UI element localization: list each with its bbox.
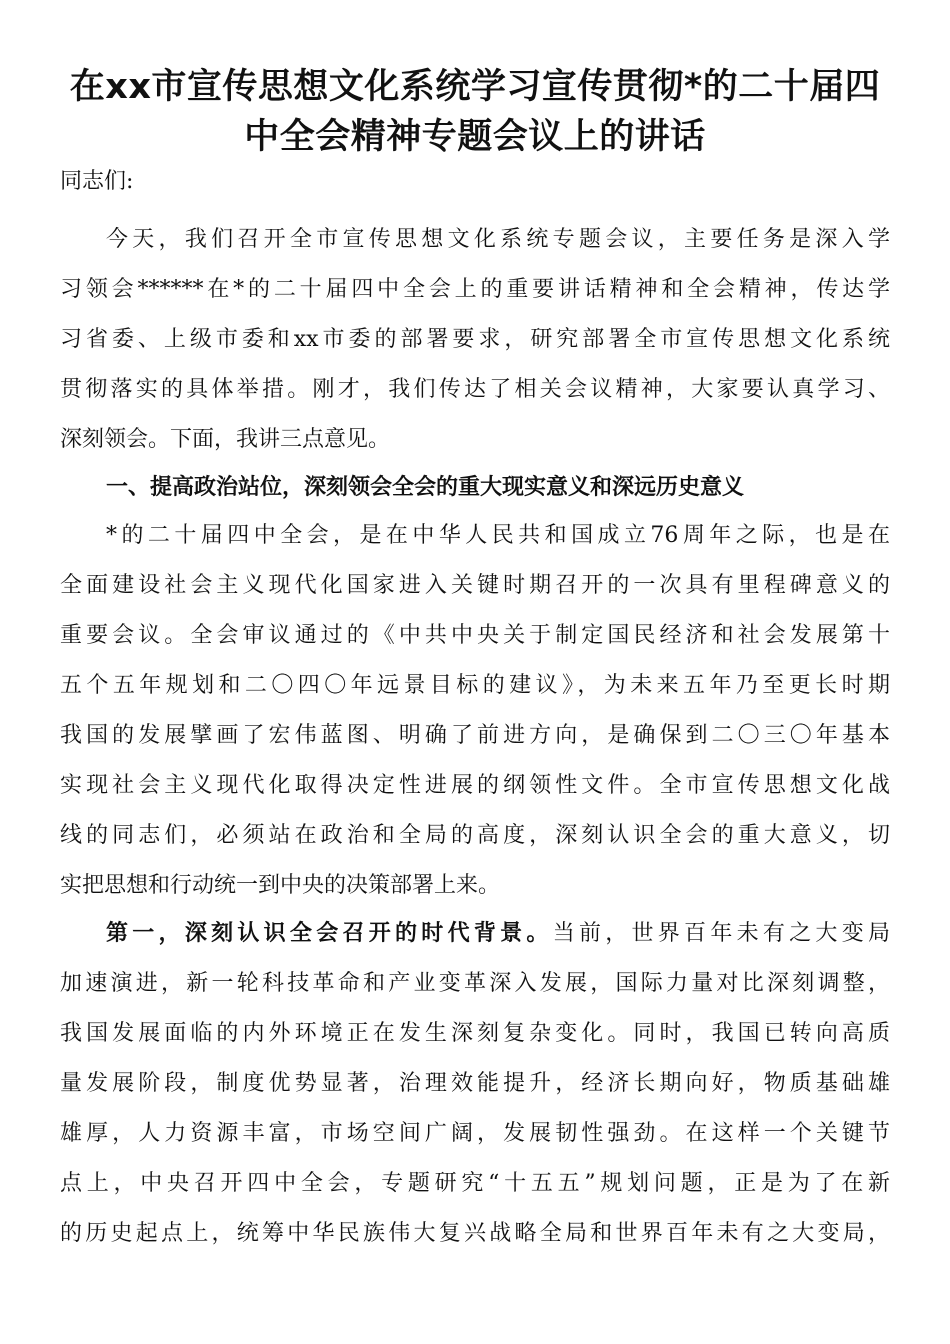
section-line: 五个五年规划和二〇四〇年远景目标的建议》，为未来五年乃至更长时期: [60, 673, 890, 698]
point-line: 我国发展面临的内外环境正在发生深刻复杂变化。同时，我国已转向高质: [60, 1021, 890, 1046]
section-line: 实把思想和行动统一到中央的决策部署上来。: [60, 873, 501, 898]
point-line: 加速演进，新一轮科技革命和产业变革深入发展，国际力量对比深刻调整，: [60, 971, 890, 996]
document-title-line-2: 中全会精神专题会议上的讲话: [244, 117, 706, 157]
section-line: 实现社会主义现代化取得决定性进展的纲领性文件。全市宣传思想文化战: [60, 773, 890, 798]
section-line: 线的同志们，必须站在政治和全局的高度，深刻认识全会的重大意义，切: [60, 823, 890, 848]
point-line: 的历史起点上，统筹中华民族伟大复兴战略全局和世界百年未有之大变局，: [60, 1221, 890, 1246]
section-heading: 一、提高政治站位，深刻领会全会的重大现实意义和深远历史意义: [106, 475, 745, 500]
intro-line: 今天，我们召开全市宣传思想文化系统专题会议，主要任务是深入学: [106, 227, 890, 252]
point-line: 量发展阶段，制度优势显著，治理效能提升，经济长期向好，物质基础雄: [60, 1071, 890, 1096]
point-line: 雄厚，人力资源丰富，市场空间广阔，发展韧性强劲。在这样一个关键节: [60, 1121, 890, 1146]
document-title-line-1: 在xx市宣传思想文化系统学习宣传贯彻*的二十届四: [69, 67, 881, 107]
point-first-line: [106, 918, 890, 950]
section-line: 重要会议。全会审议通过的《中共中央关于制定国民经济和社会发展第十: [60, 623, 890, 648]
intro-line: 深刻领会。下面，我讲三点意见。: [60, 427, 391, 452]
point-line: 点上，中央召开四中全会，专题研究“十五五”规划问题，正是为了在新: [60, 1171, 890, 1196]
section-line: 全面建设社会主义现代化国家进入关键时期召开的一次具有里程碑意义的: [60, 573, 890, 598]
salutation: 同志们:: [60, 169, 134, 194]
point-lead: 第一，深刻认识全会召开的时代背景。: [106, 921, 553, 946]
section-line: 我国的发展擘画了宏伟蓝图、明确了前进方向，是确保到二〇三〇年基本: [60, 723, 890, 748]
intro-line: 贯彻落实的具体举措。刚才，我们传达了相关会议精神，大家要认真学习、: [60, 377, 890, 402]
section-line: *的二十届四中全会，是在中华人民共和国成立76周年之际，也是在: [106, 523, 890, 548]
intro-line: 习领会******在*的二十届四中全会上的重要讲话精神和全会精神，传达学: [60, 277, 890, 302]
point-first-line-rest: 当前，世界百年未有之大变局: [552, 921, 890, 946]
intro-line: 习省委、上级市委和xx市委的部署要求，研究部署全市宣传思想文化系统: [60, 327, 890, 352]
